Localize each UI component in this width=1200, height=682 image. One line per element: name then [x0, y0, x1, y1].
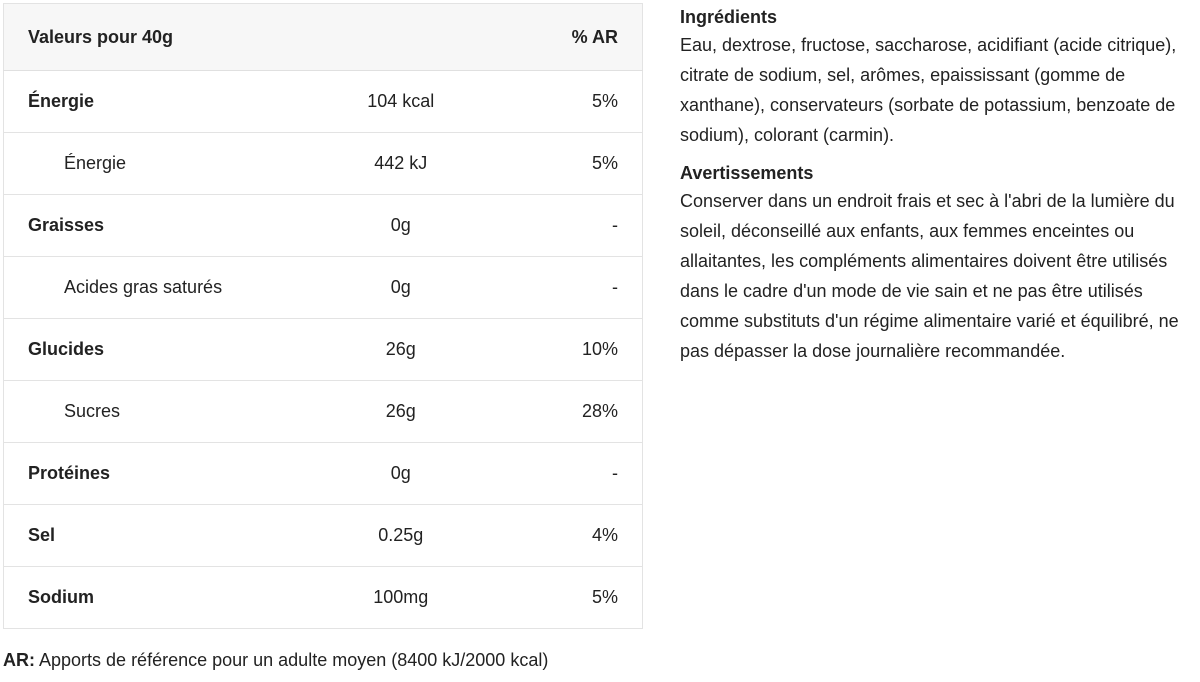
row-value: 0g — [332, 195, 469, 257]
footnote-label: AR: — [3, 650, 35, 670]
header-name: Valeurs pour 40g — [4, 4, 333, 71]
nutrition-table — [3, 3, 643, 629]
header-ar: % AR — [469, 4, 642, 71]
table-row-carbohydrates — [4, 319, 643, 381]
row-ar: - — [469, 257, 642, 319]
table-row-energy-kj — [4, 133, 643, 195]
row-value: 0g — [332, 257, 469, 319]
table-row-sodium — [4, 567, 643, 629]
row-label: Énergie — [4, 71, 333, 133]
row-ar: 5% — [469, 133, 642, 195]
row-ar: 5% — [469, 567, 642, 629]
row-ar: 28% — [469, 381, 642, 443]
row-value: 0.25g — [332, 505, 469, 567]
row-label: Acides gras saturés — [4, 257, 333, 319]
row-ar: - — [469, 443, 642, 505]
header-value — [332, 4, 469, 71]
warnings-title: Avertissements — [680, 163, 814, 183]
row-label: Glucides — [4, 319, 333, 381]
row-ar: 10% — [469, 319, 642, 381]
row-label: Sodium — [4, 567, 333, 629]
row-value: 442 kJ — [332, 133, 469, 195]
row-ar: 4% — [469, 505, 642, 567]
row-ar: 5% — [469, 71, 642, 133]
ingredients-title: Ingrédients — [680, 7, 778, 27]
row-label: Protéines — [4, 443, 333, 505]
footnote-text: Apports de référence pour un adulte moyen (8400 kJ/2000 kcal) — [35, 650, 549, 670]
table-row-saturated-fat — [4, 257, 643, 319]
row-value: 26g — [332, 381, 469, 443]
table-row-sugars — [4, 381, 643, 443]
ingredients-text: Eau, dextrose, fructose, saccharose, acidifiant (acide citrique), citrate de sodium, sel, arômes, epaississant (gomme de xanthane), conservateurs (sorbate de potassium, benzoate de sodium), colorant (carmin). — [680, 35, 1177, 145]
nutrition-table-body — [4, 71, 643, 629]
row-ar: - — [469, 195, 642, 257]
row-label: Graisses — [4, 195, 333, 257]
row-value: 100mg — [332, 567, 469, 629]
nutrition-table-header — [4, 4, 643, 71]
table-row-fat — [4, 195, 643, 257]
row-label: Énergie — [4, 133, 333, 195]
warnings-text: Conserver dans un endroit frais et sec à l'abri de la lumière du soleil, déconseillé aux enfants, aux femmes enceintes ou allaitantes, les compléments alimentaires doivent être utilisés dans le cadre d'un mode de vie sain et ne pas être utilisés comme substituts d'un régime alimentaire varié et équilibré, ne pas dépasser la dose journalière recommandée. — [680, 191, 1179, 361]
row-label: Sucres — [4, 381, 333, 443]
product-info — [680, 4, 1185, 376]
row-label: Sel — [4, 505, 333, 567]
row-value: 26g — [332, 319, 469, 381]
row-value: 0g — [332, 443, 469, 505]
table-row-salt — [4, 505, 643, 567]
header-row — [4, 4, 643, 71]
row-value: 104 kcal — [332, 71, 469, 133]
reference-footnote — [3, 650, 548, 671]
table-row-protein — [4, 443, 643, 505]
table-row-energy-kcal — [4, 71, 643, 133]
